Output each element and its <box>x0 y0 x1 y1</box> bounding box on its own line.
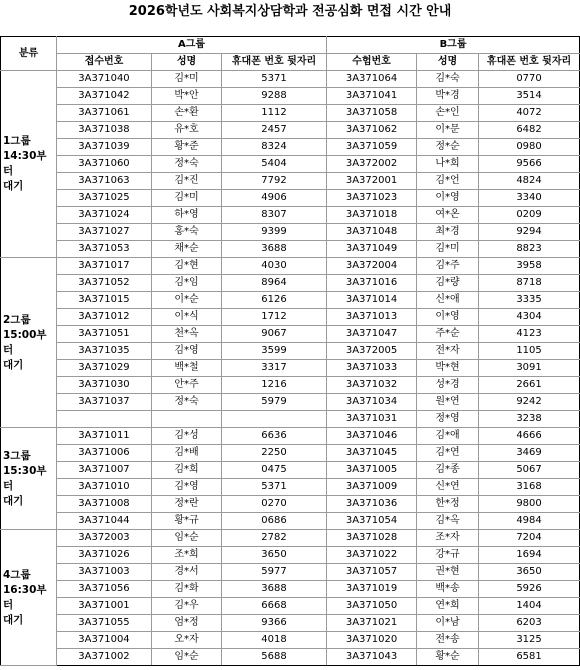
page-title: 2026학년도 사회복지상담학과 전공심화 면접 시간 안내 <box>128 4 452 19</box>
name: 박*현 <box>417 360 479 377</box>
name: 황*규 <box>152 513 222 530</box>
phone-last-digits: 6203 <box>479 615 580 632</box>
name: 전*송 <box>417 632 479 649</box>
column-header-b-0: 수험번호 <box>327 54 417 71</box>
name: 나*희 <box>417 156 479 173</box>
phone-last-digits: 5404 <box>222 156 327 173</box>
receipt-number: 3A371024 <box>57 207 152 224</box>
table-row <box>1 122 580 139</box>
phone-last-digits <box>222 411 327 428</box>
phone-last-digits: 3514 <box>479 88 580 105</box>
table-row <box>1 360 580 377</box>
table-row <box>1 71 580 88</box>
exam-number: 3A371013 <box>327 309 417 326</box>
name: 김*종 <box>417 462 479 479</box>
receipt-number: 3A371010 <box>57 479 152 496</box>
name: 손*환 <box>152 105 222 122</box>
exam-number: 3A371014 <box>327 292 417 309</box>
name: 김*미 <box>417 241 479 258</box>
phone-last-digits: 4984 <box>479 513 580 530</box>
phone-last-digits: 6668 <box>222 598 327 615</box>
time-group-label <box>1 258 57 428</box>
table-row <box>1 615 580 632</box>
name: 김*진 <box>152 173 222 190</box>
name: 전*자 <box>417 343 479 360</box>
time-group-label-line: 14:30부터 <box>3 150 47 177</box>
exam-number: 3A372005 <box>327 343 417 360</box>
exam-number: 3A371016 <box>327 275 417 292</box>
phone-last-digits: 4030 <box>222 258 327 275</box>
table-row <box>1 377 580 394</box>
name: 김*미 <box>152 190 222 207</box>
phone-last-digits: 9566 <box>479 156 580 173</box>
name: 엄*정 <box>152 615 222 632</box>
name: 신*애 <box>417 292 479 309</box>
table-row <box>1 394 580 411</box>
phone-last-digits: 9288 <box>222 88 327 105</box>
table-row <box>1 309 580 326</box>
column-header-a-0: 접수번호 <box>57 54 152 71</box>
name: 김*미 <box>152 71 222 88</box>
exam-number: 3A371043 <box>327 649 417 666</box>
exam-number: 3A371019 <box>327 581 417 598</box>
receipt-number: 3A371002 <box>57 649 152 666</box>
exam-number: 3A371041 <box>327 88 417 105</box>
phone-last-digits: 9800 <box>479 496 580 513</box>
name: 이*순 <box>152 292 222 309</box>
exam-number: 3A372004 <box>327 258 417 275</box>
phone-last-digits: 9242 <box>479 394 580 411</box>
time-group-label-line: 4그룹 <box>3 568 31 581</box>
phone-last-digits: 5067 <box>479 462 580 479</box>
name: 이*영 <box>417 190 479 207</box>
exam-number: 3A371032 <box>327 377 417 394</box>
phone-last-digits: 3238 <box>479 411 580 428</box>
time-group-label-line: 1그룹 <box>3 135 31 147</box>
receipt-number: 3A371063 <box>57 173 152 190</box>
table-row <box>1 564 580 581</box>
group-header-row <box>1 37 580 54</box>
table-row <box>1 156 580 173</box>
table-row <box>1 462 580 479</box>
name: 주*순 <box>417 326 479 343</box>
name: 김*옥 <box>417 513 479 530</box>
exam-number: 3A371050 <box>327 598 417 615</box>
receipt-number: 3A371006 <box>57 445 152 462</box>
exam-number: 3A371046 <box>327 428 417 445</box>
phone-last-digits: 4018 <box>222 632 327 649</box>
name: 김*임 <box>152 275 222 292</box>
phone-last-digits: 2250 <box>222 445 327 462</box>
phone-last-digits: 0209 <box>479 207 580 224</box>
name: 정*순 <box>417 139 479 156</box>
name: 정*숙 <box>152 156 222 173</box>
phone-last-digits: 2661 <box>479 377 580 394</box>
group-b-header: B그룹 <box>327 37 580 54</box>
phone-last-digits: 7204 <box>479 530 580 547</box>
name: 오*자 <box>152 632 222 649</box>
receipt-number: 3A371001 <box>57 598 152 615</box>
phone-last-digits: 3599 <box>222 343 327 360</box>
table-row <box>1 513 580 530</box>
receipt-number: 3A371017 <box>57 258 152 275</box>
receipt-number: 3A371040 <box>57 71 152 88</box>
receipt-number: 3A371015 <box>57 292 152 309</box>
phone-last-digits: 3688 <box>222 581 327 598</box>
name: 하*영 <box>152 207 222 224</box>
phone-last-digits: 1112 <box>222 105 327 122</box>
exam-number: 3A371058 <box>327 105 417 122</box>
name: 경*서 <box>152 564 222 581</box>
phone-last-digits: 1216 <box>222 377 327 394</box>
name: 김*언 <box>417 173 479 190</box>
exam-number: 3A371057 <box>327 564 417 581</box>
name: 정*란 <box>152 496 222 513</box>
receipt-number: 3A371039 <box>57 139 152 156</box>
receipt-number: 3A371055 <box>57 615 152 632</box>
phone-last-digits: 7792 <box>222 173 327 190</box>
name: 임*순 <box>152 649 222 666</box>
name: 강*규 <box>417 547 479 564</box>
table-row <box>1 581 580 598</box>
receipt-number: 3A371025 <box>57 190 152 207</box>
name: 김*성 <box>152 428 222 445</box>
phone-last-digits: 3650 <box>479 564 580 581</box>
name: 홍*숙 <box>152 224 222 241</box>
table-row <box>1 292 580 309</box>
interview-schedule-table <box>0 36 580 666</box>
table-row <box>1 88 580 105</box>
name: 김*현 <box>152 258 222 275</box>
name: 정*숙 <box>152 394 222 411</box>
receipt-number: 3A371004 <box>57 632 152 649</box>
exam-number: 3A372002 <box>327 156 417 173</box>
name: 조*자 <box>417 530 479 547</box>
receipt-number: 3A371026 <box>57 547 152 564</box>
exam-number: 3A371054 <box>327 513 417 530</box>
phone-last-digits: 3335 <box>479 292 580 309</box>
phone-last-digits: 2782 <box>222 530 327 547</box>
phone-last-digits: 3091 <box>479 360 580 377</box>
receipt-number: 3A371061 <box>57 105 152 122</box>
time-group-label-line: 15:30부터 <box>3 464 47 492</box>
phone-last-digits: 5926 <box>479 581 580 598</box>
phone-last-digits: 8324 <box>222 139 327 156</box>
time-group-label-line: 대기 <box>3 358 24 371</box>
name: 신*연 <box>417 479 479 496</box>
table-row <box>1 139 580 156</box>
phone-last-digits: 0770 <box>479 71 580 88</box>
name: 박*경 <box>417 88 479 105</box>
table-row <box>1 241 580 258</box>
table-row <box>1 207 580 224</box>
receipt-number: 3A371027 <box>57 224 152 241</box>
name: 이*영 <box>417 309 479 326</box>
name: 황*순 <box>417 649 479 666</box>
phone-last-digits: 3125 <box>479 632 580 649</box>
time-group-label-line: 3그룹 <box>3 449 31 462</box>
phone-last-digits: 4666 <box>479 428 580 445</box>
table-row <box>1 598 580 615</box>
name: 김*주 <box>417 258 479 275</box>
receipt-number: 3A371030 <box>57 377 152 394</box>
receipt-number: 3A371053 <box>57 241 152 258</box>
exam-number: 3A371028 <box>327 530 417 547</box>
exam-number: 3A371036 <box>327 496 417 513</box>
exam-number: 3A371018 <box>327 207 417 224</box>
exam-number: 3A371021 <box>327 615 417 632</box>
phone-last-digits: 5688 <box>222 649 327 666</box>
phone-last-digits: 2457 <box>222 122 327 139</box>
table-row <box>1 190 580 207</box>
name: 조*희 <box>152 547 222 564</box>
table-row <box>1 547 580 564</box>
receipt-number: 3A371008 <box>57 496 152 513</box>
phone-last-digits: 3317 <box>222 360 327 377</box>
time-group-label <box>1 428 57 530</box>
phone-last-digits: 9294 <box>479 224 580 241</box>
name: 박*안 <box>152 88 222 105</box>
table-row <box>1 530 580 547</box>
name: 김*영 <box>152 479 222 496</box>
exam-number: 3A371048 <box>327 224 417 241</box>
table-row <box>1 275 580 292</box>
name: 손*인 <box>417 105 479 122</box>
time-group-label-line: 15:00부터 <box>3 328 47 356</box>
name: 안*주 <box>152 377 222 394</box>
phone-last-digits: 6482 <box>479 122 580 139</box>
name: 권*현 <box>417 564 479 581</box>
phone-last-digits: 5977 <box>222 564 327 581</box>
name: 연*희 <box>417 598 479 615</box>
name: 최*경 <box>417 224 479 241</box>
phone-last-digits: 4072 <box>479 105 580 122</box>
phone-last-digits: 1105 <box>479 343 580 360</box>
name: 여*온 <box>417 207 479 224</box>
column-header-a-2: 휴대폰 번호 뒷자리 <box>222 54 327 71</box>
name: 정*영 <box>417 411 479 428</box>
receipt-number: 3A371042 <box>57 88 152 105</box>
receipt-number: 3A371060 <box>57 156 152 173</box>
phone-last-digits: 0980 <box>479 139 580 156</box>
time-group-label-line: 대기 <box>3 494 24 507</box>
column-header-a-1: 성명 <box>152 54 222 71</box>
group-a-header: A그룹 <box>57 37 327 54</box>
table-row <box>1 224 580 241</box>
phone-last-digits: 8823 <box>479 241 580 258</box>
time-group-label-line: 16:30부터 <box>3 583 47 611</box>
column-header-b-1: 성명 <box>417 54 479 71</box>
table-row <box>1 258 580 275</box>
receipt-number: 3A371011 <box>57 428 152 445</box>
phone-last-digits: 1712 <box>222 309 327 326</box>
receipt-number: 3A371052 <box>57 275 152 292</box>
name: 김*숙 <box>417 71 479 88</box>
receipt-number: 3A371035 <box>57 343 152 360</box>
time-group-label-line: 대기 <box>3 613 24 626</box>
phone-last-digits: 4906 <box>222 190 327 207</box>
receipt-number: 3A371037 <box>57 394 152 411</box>
phone-last-digits: 3340 <box>479 190 580 207</box>
table-row <box>1 649 580 666</box>
table-row <box>1 105 580 122</box>
column-header-row <box>1 54 580 71</box>
table-row <box>1 632 580 649</box>
phone-last-digits: 3688 <box>222 241 327 258</box>
name: 유*호 <box>152 122 222 139</box>
name: 백*철 <box>152 360 222 377</box>
phone-last-digits: 6581 <box>479 649 580 666</box>
phone-last-digits: 3469 <box>479 445 580 462</box>
receipt-number: 3A371051 <box>57 326 152 343</box>
name: 성*경 <box>417 377 479 394</box>
receipt-number: 3A371038 <box>57 122 152 139</box>
name: 채*순 <box>152 241 222 258</box>
phone-last-digits: 3168 <box>479 479 580 496</box>
receipt-number: 3A372003 <box>57 530 152 547</box>
exam-number: 3A371020 <box>327 632 417 649</box>
phone-last-digits: 0475 <box>222 462 327 479</box>
phone-last-digits: 0270 <box>222 496 327 513</box>
table-row <box>1 326 580 343</box>
phone-last-digits: 5979 <box>222 394 327 411</box>
phone-last-digits: 8964 <box>222 275 327 292</box>
receipt-number: 3A371044 <box>57 513 152 530</box>
receipt-number: 3A371056 <box>57 581 152 598</box>
name: 원*연 <box>417 394 479 411</box>
phone-last-digits: 6636 <box>222 428 327 445</box>
phone-last-digits: 4123 <box>479 326 580 343</box>
phone-last-digits: 3958 <box>479 258 580 275</box>
name: 황*준 <box>152 139 222 156</box>
exam-number: 3A371049 <box>327 241 417 258</box>
table-row <box>1 411 580 428</box>
table-row <box>1 479 580 496</box>
phone-last-digits: 0686 <box>222 513 327 530</box>
name: 임*순 <box>152 530 222 547</box>
phone-last-digits: 5371 <box>222 479 327 496</box>
name: 김*애 <box>417 428 479 445</box>
exam-number: 3A371033 <box>327 360 417 377</box>
phone-last-digits: 3650 <box>222 547 327 564</box>
category-header: 분류 <box>1 37 57 71</box>
name: 김*화 <box>152 581 222 598</box>
phone-last-digits: 9067 <box>222 326 327 343</box>
name: 한*정 <box>417 496 479 513</box>
table-row <box>1 496 580 513</box>
table-row <box>1 173 580 190</box>
name: 김*희 <box>152 462 222 479</box>
name: 이*문 <box>417 122 479 139</box>
receipt-number: 3A371007 <box>57 462 152 479</box>
time-group-label-line: 대기 <box>3 180 24 192</box>
phone-last-digits: 4304 <box>479 309 580 326</box>
column-header-b-2: 휴대폰 번호 뒷자리 <box>479 54 580 71</box>
exam-number: 3A371009 <box>327 479 417 496</box>
receipt-number: 3A371003 <box>57 564 152 581</box>
receipt-number: 3A371012 <box>57 309 152 326</box>
name: 이*식 <box>152 309 222 326</box>
name: 김*배 <box>152 445 222 462</box>
name: 김*우 <box>152 598 222 615</box>
exam-number: 3A371005 <box>327 462 417 479</box>
phone-last-digits: 1404 <box>479 598 580 615</box>
phone-last-digits: 8307 <box>222 207 327 224</box>
receipt-number: 3A371029 <box>57 360 152 377</box>
name: 이*남 <box>417 615 479 632</box>
phone-last-digits: 9366 <box>222 615 327 632</box>
time-group-label <box>1 71 57 258</box>
exam-number: 3A371022 <box>327 547 417 564</box>
phone-last-digits: 9399 <box>222 224 327 241</box>
exam-number: 3A372001 <box>327 173 417 190</box>
exam-number: 3A371045 <box>327 445 417 462</box>
exam-number: 3A371047 <box>327 326 417 343</box>
phone-last-digits: 5371 <box>222 71 327 88</box>
time-group-label <box>1 530 57 666</box>
phone-last-digits: 4824 <box>479 173 580 190</box>
receipt-number <box>57 411 152 428</box>
name: 천*옥 <box>152 326 222 343</box>
exam-number: 3A371023 <box>327 190 417 207</box>
time-group-label-line: 2그룹 <box>3 313 31 326</box>
name: 김*영 <box>152 343 222 360</box>
name <box>152 411 222 428</box>
exam-number: 3A371034 <box>327 394 417 411</box>
exam-number: 3A371031 <box>327 411 417 428</box>
exam-number: 3A371064 <box>327 71 417 88</box>
exam-number: 3A371062 <box>327 122 417 139</box>
phone-last-digits: 1694 <box>479 547 580 564</box>
exam-number: 3A371059 <box>327 139 417 156</box>
name: 김*연 <box>417 445 479 462</box>
phone-last-digits: 6126 <box>222 292 327 309</box>
phone-last-digits: 8718 <box>479 275 580 292</box>
name: 김*량 <box>417 275 479 292</box>
table-row <box>1 343 580 360</box>
name: 백*송 <box>417 581 479 598</box>
table-row <box>1 428 580 445</box>
table-row <box>1 445 580 462</box>
